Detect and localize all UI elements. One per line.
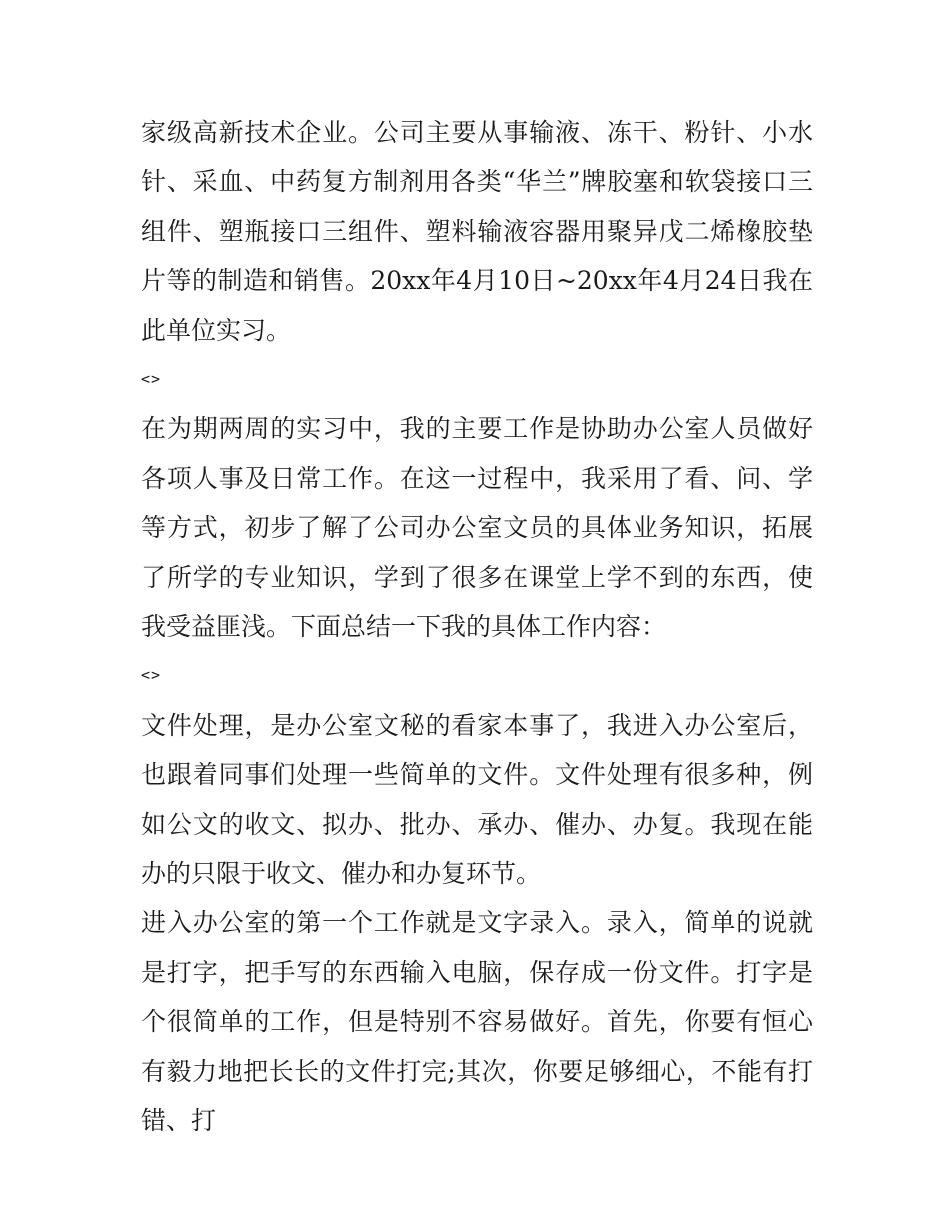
paragraph-company-intro: 家级高新技术企业。公司主要从事输液、冻干、粉针、小水针、采血、中药复方制剂用各类“华兰”牌胶塞和软袋接口三组件、塑瓶接口三组件、塑料输液容器用聚异戊二烯橡胶垫片等的制造和销售。20xx年4月10日~20xx年4月24日我在此单位实习。 bbox=[141, 118, 813, 345]
paragraph-internship-summary: 在为期两周的实习中，我的主要工作是协助办公室人员做好各项人事及日常工作。在这一过程中，我采用了看、问、学等方式，初步了解了公司办公室文员的具体业务知识，拓展了所学的专业知识，学到了很多在课堂上学不到的东西，使我受益匪浅。下面总结一下我的具体工作内容： bbox=[141, 414, 813, 642]
paragraph-text-entry: 进入办公室的第一个工作就是文字录入。录入，简单的说就是打字，把手写的东西输入电脑，保存成一份文件。打字是个很简单的工作，但是特别不容易做好。首先，你要有恒心有毅力地把长长的文件打完;其次，你要足够细心，不能有打错、打 bbox=[141, 908, 813, 1136]
paragraph-file-processing: 文件处理，是办公室文秘的看家本事了，我进入办公室后，也跟着同事们处理一些简单的文件。文件处理有很多种，例如公文的收文、拟办、批办、承办、催办、办复。我现在能办的只限于收文、催办和办复环节。 bbox=[141, 710, 813, 889]
section-marker: <> bbox=[141, 370, 162, 389]
document-body bbox=[141, 108, 813, 1146]
section-marker: <> bbox=[141, 666, 162, 685]
